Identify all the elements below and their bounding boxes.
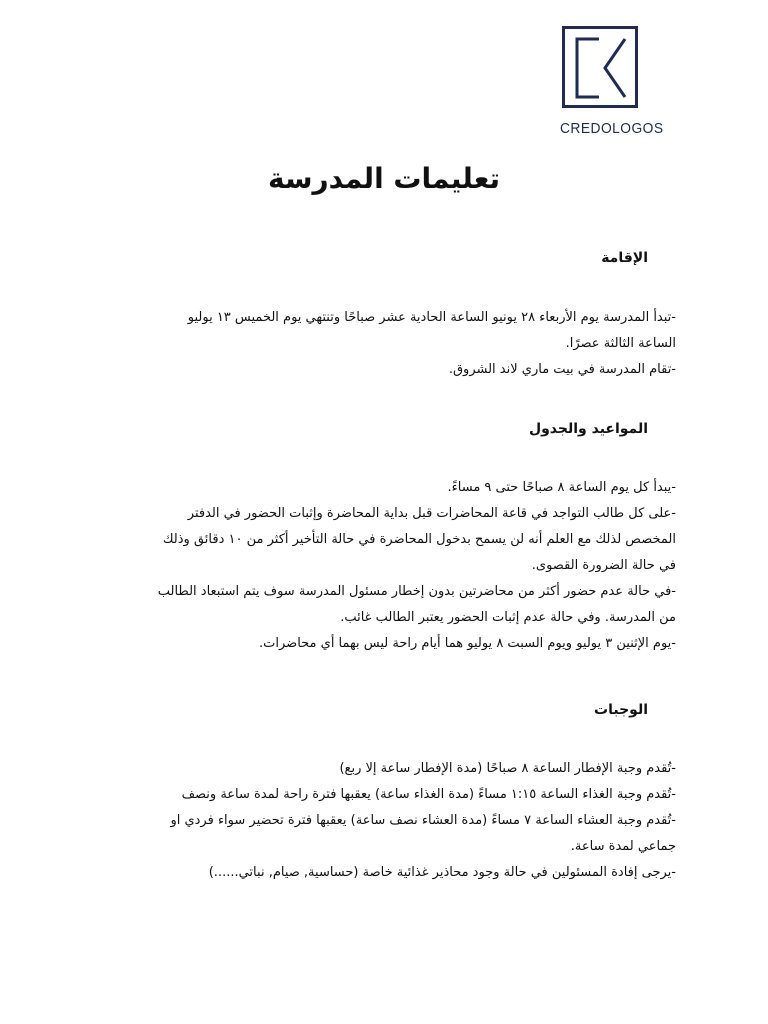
text-line: -يبدأ كل يوم الساعة ٨ صباحًا حتى ٩ مساءً. — [447, 480, 676, 495]
text-line: -في حالة عدم حضور أكثر من محاضرتين بدون إخطار مسئول المدرسة سوف يتم استبعاد الطالب — [157, 584, 676, 599]
text-line: جماعي لمدة ساعة. — [570, 839, 676, 854]
section-body-meals — [170, 756, 676, 886]
section-heading-accommodation: الإقامة — [601, 250, 648, 266]
page-title: تعليمات المدرسة — [267, 162, 501, 195]
text-line: في حالة الضرورة القصوى. — [531, 558, 676, 573]
section-heading-meals: الوجبات — [594, 702, 648, 718]
logo-mark-icon — [562, 26, 638, 108]
text-line: -يوم الإثنين ٣ يوليو ويوم السبت ٨ يوليو هما أيام راحة ليس بهما أي محاضرات. — [259, 636, 676, 651]
logo-text: CREDOLOGOS — [560, 120, 664, 137]
text-line: المخصص لذلك مع العلم أنه لن يسمح بدخول المحاضرة في حالة التأخير أكثر من ١٠ دقائق وذلك — [162, 532, 676, 547]
section-body-schedule — [158, 475, 676, 657]
text-line: -تقام المدرسة في بيت ماري لاند الشروق. — [448, 362, 676, 377]
text-line: الساعة الثالثة عصرًا. — [565, 336, 676, 351]
text-line: من المدرسة. وفي حالة عدم إثبات الحضور يعتبر الطالب غائب. — [340, 610, 676, 625]
text-line: -على كل طالب التواجد في قاعة المحاضرات قبل بداية المحاضرة وإثبات الحضور في الدفتر — [187, 506, 676, 521]
text-line: -تبدأ المدرسة يوم الأربعاء ٢٨ يونيو الساعة الحادية عشر صباحًا وتنتهي يوم الخميس ١٣ يوليو — [187, 310, 676, 325]
text-line: -يرجى إفادة المسئولين في حالة وجود محاذير غذائية خاصة (حساسية, صيام, نباتي......) — [208, 865, 676, 880]
section-body-accommodation — [188, 305, 676, 383]
text-line: -تُقدم وجبة العشاء الساعة ٧ مساءً (مدة العشاء نصف ساعة) يعقبها فترة تحضير سواء فردي او — [170, 813, 676, 828]
text-line: -تُقدم وجبة الإفطار الساعة ٨ صباحًا (مدة الإفطار ساعة إلا ربع) — [339, 761, 676, 776]
text-line: -تُقدم وجبة الغذاء الساعة ١:١٥ مساءً (مدة الغذاء ساعة) يعقبها فترة راحة لمدة ساعة ونصف — [181, 787, 676, 802]
section-heading-schedule: المواعيد والجدول — [528, 421, 648, 437]
